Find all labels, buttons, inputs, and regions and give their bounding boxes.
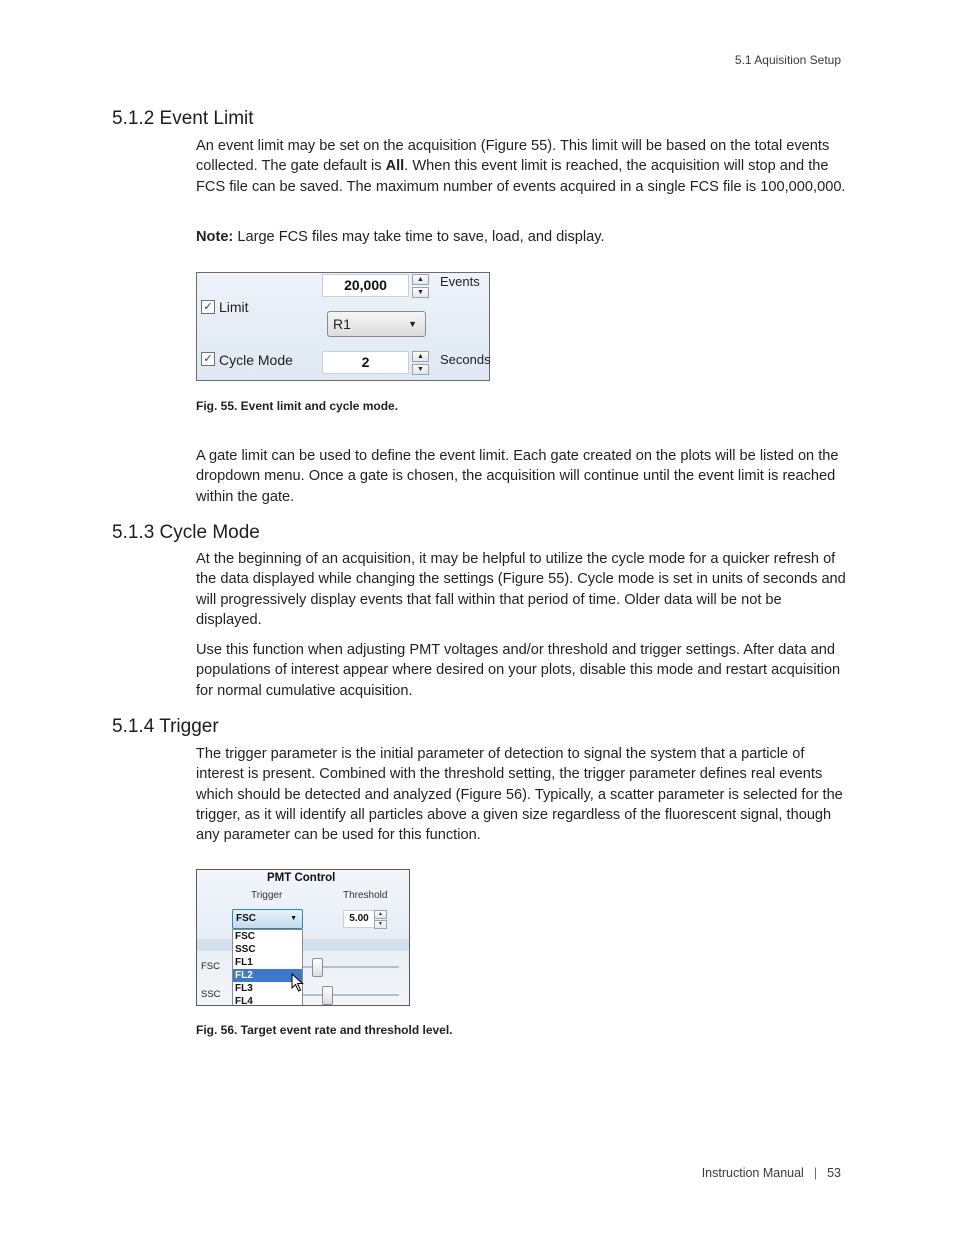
events-input[interactable]: 20,000 <box>322 274 409 297</box>
paragraph-gate-limit: A gate limit can be used to define the event limit. Each gate created on the plots will be listed on the dropdown menu. Once a gate is chosen, the acquisition will continue until the event limit is reached within the gate. <box>196 448 839 505</box>
page-number: 53 <box>827 1166 841 1180</box>
threshold-spinner[interactable] <box>374 910 387 926</box>
footer-manual-title: Instruction Manual <box>701 1166 804 1180</box>
heading-cycle-mode: 5.1.3 Cycle Mode <box>112 522 260 543</box>
mouse-pointer-icon <box>291 973 305 993</box>
spin-up-icon[interactable]: ▲ <box>374 910 387 919</box>
pmt-control-title: PMT Control <box>267 872 336 884</box>
option-fl2-selected[interactable]: FL2 <box>233 969 302 982</box>
limit-label: Limit <box>219 299 249 315</box>
figure-55-event-limit-panel <box>196 272 490 381</box>
spin-down-icon[interactable]: ▼ <box>412 287 429 298</box>
seconds-unit: Seconds <box>440 352 491 367</box>
fsc-slider-handle[interactable] <box>312 958 323 977</box>
option-fl4[interactable]: FL4 <box>235 996 253 1006</box>
note-paragraph: Note: Large FCS files may take time to save, load, and display. <box>196 229 605 245</box>
chevron-down-icon: ▼ <box>290 915 297 922</box>
events-unit: Events <box>440 274 480 289</box>
cycle-mode-label: Cycle Mode <box>219 352 293 368</box>
threshold-input[interactable]: 5.00 <box>343 910 375 928</box>
trigger-dropdown[interactable] <box>232 909 303 929</box>
events-spinner[interactable] <box>412 274 429 295</box>
trigger-options-list[interactable] <box>232 929 303 1006</box>
chevron-down-icon: ▼ <box>408 319 417 329</box>
paragraph-event-limit: An event limit may be set on the acquisition (Figure 55). This limit will be based on the total events collected. The gate default is All. When this event limit is reached, the acquisition will stop and the FCS file can be saved. The maximum number of events acquired in a single FCS file is 100,000,000. <box>196 138 846 195</box>
page-footer <box>702 1166 841 1180</box>
cycle-mode-checkbox[interactable]: ✓ <box>201 352 215 366</box>
threshold-label: Threshold <box>343 890 388 901</box>
spin-up-icon[interactable]: ▲ <box>412 274 429 285</box>
footer-separator: | <box>813 1166 818 1180</box>
trigger-label: Trigger <box>251 890 283 901</box>
heading-trigger: 5.1.4 Trigger <box>112 716 219 737</box>
figure-55-caption: Fig. 55. Event limit and cycle mode. <box>196 399 399 413</box>
spin-down-icon[interactable]: ▼ <box>412 364 429 375</box>
figure-56-caption: Fig. 56. Target event rate and threshold level. <box>196 1023 453 1037</box>
ssc-row-label: SSC <box>201 989 221 1000</box>
ssc-slider-handle[interactable] <box>322 986 333 1005</box>
trigger-dropdown-value: FSC <box>236 913 256 924</box>
note-label: Note: <box>196 229 234 245</box>
ssc-slider-track[interactable] <box>303 994 399 996</box>
option-fl1[interactable]: FL1 <box>235 957 253 968</box>
option-ssc[interactable]: SSC <box>235 944 256 955</box>
paragraph-trigger: The trigger parameter is the initial parameter of detection to signal the system that a particle of interest is present. Combined with the threshold setting, the trigger parameter defines real events which should be detected and analyzed (Figure 56). Typically, a scatter parameter is selected for the trigger, as it will identify all particles above a given size regardless of the fluorescent signal, though any parameter can be used for this function. <box>196 746 843 844</box>
heading-event-limit: 5.1.2 Event Limit <box>112 108 254 129</box>
paragraph-cycle-mode-1: At the beginning of an acquisition, it may be helpful to utilize the cycle mode for a quicker refresh of the data displayed while changing the settings (Figure 55). Cycle mode is set in units of seconds and will progressively display events that fall within that period of time. Older data will be not be displayed. <box>196 551 846 628</box>
spin-up-icon[interactable]: ▲ <box>412 351 429 362</box>
seconds-input[interactable]: 2 <box>322 351 409 374</box>
figure-56-pmt-control-panel <box>196 869 410 1006</box>
seconds-spinner[interactable] <box>412 351 429 372</box>
gate-dropdown[interactable] <box>327 311 426 337</box>
fsc-row-label: FSC <box>201 961 220 972</box>
option-fsc[interactable]: FSC <box>235 931 255 942</box>
spin-down-icon[interactable]: ▼ <box>374 920 387 929</box>
gate-dropdown-value: R1 <box>333 316 351 332</box>
option-fl3[interactable]: FL3 <box>235 983 253 994</box>
limit-checkbox[interactable]: ✓ <box>201 300 215 314</box>
bold-all: All <box>385 158 405 175</box>
running-head: 5.1 Aquisition Setup <box>734 53 841 67</box>
panel-row-band <box>197 939 409 951</box>
paragraph-cycle-mode-2: Use this function when adjusting PMT voltages and/or threshold and trigger settings. After data and populations of interest appear where desired on your plots, disable this mode and restart acquisition for normal cumulative acquisition. <box>196 642 841 699</box>
